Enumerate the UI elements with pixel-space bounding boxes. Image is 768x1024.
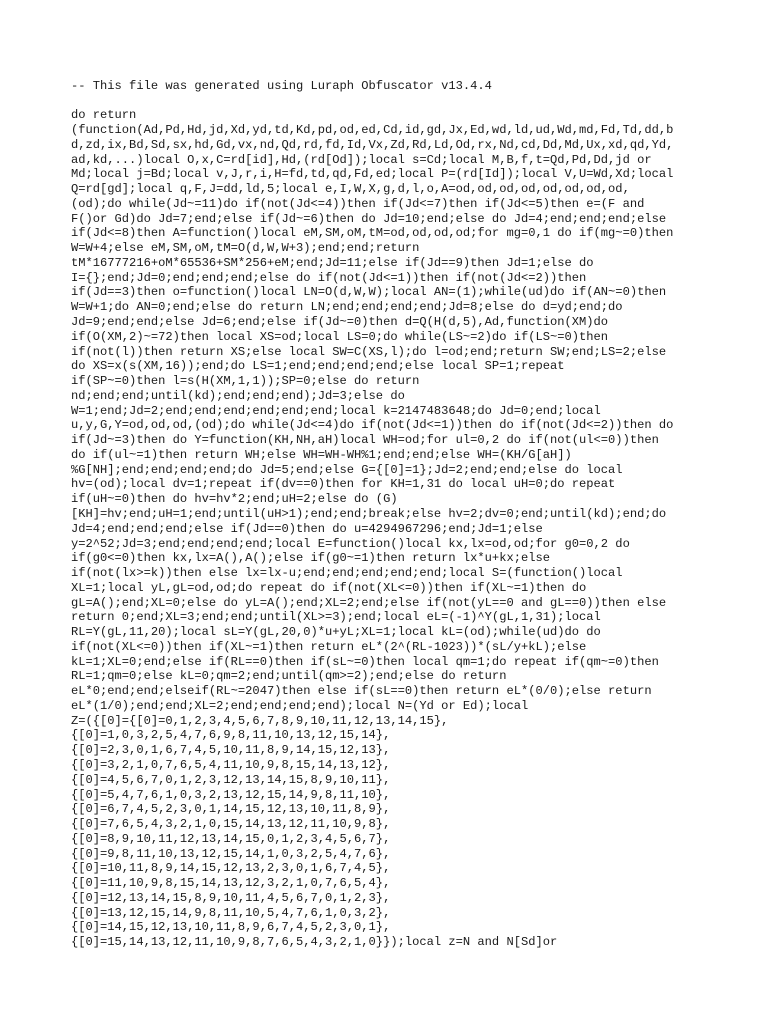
code-listing xyxy=(71,64,711,950)
code-line: Md;local j=Bd;local v,J,r,i,H=fd,td,qd,Fd,ed;local P=(rd[Id]);local V,U=Wd,Xd;local xyxy=(71,167,674,182)
code-line: if(Jd<=8)then A=function()local eM,SM,oM,tM=od,od,od,od;for mg=0,1 do if(mg~=0)then xyxy=(71,226,674,241)
code-line: do XS=x(s(XM,16));end;do LS=1;end;end;end;end;else local SP=1;repeat xyxy=(71,359,565,374)
code-line: {[0]=3,2,1,0,7,6,5,4,11,10,9,8,15,14,13,12}, xyxy=(71,757,391,772)
code-line: {[0]=10,11,8,9,14,15,12,13,2,3,0,1,6,7,4,5}, xyxy=(71,861,391,876)
code-line: XL=1;local yL,gL=od,od;do repeat do if(not(XL<=0))then if(XL~=1)then do xyxy=(71,580,587,595)
code-line: if(uH~=0)then do hv=hv*2;end;uH=2;else do (G) xyxy=(71,492,398,507)
code-line: {[0]=6,7,4,5,2,3,0,1,14,15,12,13,10,11,8,9}, xyxy=(71,802,391,817)
code-line: {[0]=13,12,15,14,9,8,11,10,5,4,7,6,1,0,3,2}, xyxy=(71,905,391,920)
code-line: return 0;end;XL=3;end;end;until(XL>=3);end;local eL=(-1)^Y(gL,1,31);local xyxy=(71,610,601,625)
code-line: (od);do while(Jd~=11)do if(not(Jd<=4))then if(Jd<=7)then if(Jd<=5)then e=(F and xyxy=(71,196,645,211)
code-line: {[0]=5,4,7,6,1,0,3,2,13,12,15,14,9,8,11,10}, xyxy=(71,787,391,802)
code-line: W=W+1;do AN=0;end;else do return LN;end;end;end;end;Jd=8;else do d=yd;end;do xyxy=(71,300,623,315)
code-line: gL=A();end;XL=0;else do yL=A();end;XL=2;end;else if(not(yL==0 and gL==0))then else xyxy=(71,595,667,610)
code-line: [KH]=hv;end;uH=1;end;until(uH>1);end;end;break;else hv=2;dv=0;end;until(kd);end;do xyxy=(71,506,667,521)
code-line: RL=1;qm=0;else kL=0;qm=2;end;until(qm>=2);end;else do return xyxy=(71,669,507,684)
file-header-comment: -- This file was generated using Luraph Obfuscator v13.4.4 xyxy=(71,78,492,93)
code-line: if(SP~=0)then l=s(H(XM,1,1));SP=0;else do return xyxy=(71,374,420,389)
code-line: Z=({[0]={[0]=0,1,2,3,4,5,6,7,8,9,10,11,12,13,14,15}, xyxy=(71,713,449,728)
code-line: if(not(lx>=k))then else lx=lx-u;end;end;end;end;end;local S=(function()local xyxy=(71,566,623,581)
code-line: u,y,G,Y=od,od,od,(od);do while(Jd<=4)do if(not(Jd<=1))then do if(not(Jd<=2))then do xyxy=(71,418,674,433)
code-line: if(Jd==3)then o=function()local LN=O(d,W,W);local AN=(1);while(ud)do if(AN~=0)then xyxy=(71,285,667,300)
code-line: {[0]=2,3,0,1,6,7,4,5,10,11,8,9,14,15,12,13}, xyxy=(71,743,391,758)
code-line: if(O(XM,2)~=72)then local XS=od;local LS=0;do while(LS~=2)do if(LS~=0)then xyxy=(71,329,609,344)
code-line: Jd=9;end;end;else Jd=6;end;else if(Jd~=0)then d=Q(H(d,5),Ad,function(XM)do xyxy=(71,315,609,330)
code-line: nd;end;end;until(kd);end;end;end);Jd=3;else do xyxy=(71,388,405,403)
code-line: eL*(1/0);end;end;XL=2;end;end;end;end);local N=(Yd or Ed);local xyxy=(71,698,529,713)
code-line: (function(Ad,Pd,Hd,jd,Xd,yd,td,Kd,pd,od,ed,Cd,id,gd,Jx,Ed,wd,ld,ud,Wd,md,Fd,Td,dd,b xyxy=(71,123,674,138)
code-line: {[0]=1,0,3,2,5,4,7,6,9,8,11,10,13,12,15,14}, xyxy=(71,728,391,743)
code-line: hv=(od);local dv=1;repeat if(dv==0)then for KH=1,31 do local uH=0;do repeat xyxy=(71,477,616,492)
code-line: RL=Y(gL,11,20);local sL=Y(gL,20,0)*u+yL;XL=1;local kL=(od);while(ud)do do xyxy=(71,625,601,640)
code-line: if(not(l))then return XS;else local SW=C(XS,l);do l=od;end;return SW;end;LS=2;else xyxy=(71,344,667,359)
code-line: W=W+4;else eM,SM,oM,tM=O(d,W,W+3);end;end;return xyxy=(71,241,420,256)
code-line: Q=rd[gd];local q,F,J=dd,ld,5;local e,I,W,X,g,d,l,o,A=od,od,od,od,od,od,od,od, xyxy=(71,182,630,197)
code-line: %G[NH];end;end;end;end;do Jd=5;end;else G={[0]=1};Jd=2;end;end;else do local xyxy=(71,462,623,477)
code-line: do return xyxy=(71,108,137,123)
code-line: ad,kd,...)local O,x,C=rd[id],Hd,(rd[Od]);local s=Cd;local M,B,f,t=Qd,Pd,Dd,jd or xyxy=(71,152,652,167)
code-line: tM*16777216+oM*65536+SM*256+eM;end;Jd=11;else if(Jd==9)then Jd=1;else do xyxy=(71,255,594,270)
code-line: F()or Gd)do Jd=7;end;else if(Jd~=6)then do Jd=10;end;else do Jd=4;end;end;end;else xyxy=(71,211,667,226)
code-line: W=1;end;Jd=2;end;end;end;end;end;end;local k=2147483648;do Jd=0;end;local xyxy=(71,403,601,418)
code-line: do if(ul~=1)then return WH;else WH=WH-WH%1;end;end;else WH=(KH/G[aH]) xyxy=(71,447,572,462)
code-line: {[0]=15,14,13,12,11,10,9,8,7,6,5,4,3,2,1,0}});local z=N and N[Sd]or xyxy=(71,935,558,950)
code-line xyxy=(71,64,711,79)
code-line: {[0]=7,6,5,4,3,2,1,0,15,14,13,12,11,10,9,8}, xyxy=(71,817,391,832)
code-line: if(Jd~=3)then do Y=function(KH,NH,aH)local WH=od;for ul=0,2 do if(not(ul<=0))then xyxy=(71,433,659,448)
code-line: {[0]=12,13,14,15,8,9,10,11,4,5,6,7,0,1,2,3}, xyxy=(71,890,391,905)
code-line xyxy=(71,94,711,109)
code-line: I={};end;Jd=0;end;end;end;else do if(not(Jd<=1))then if(not(Jd<=2))then xyxy=(71,270,587,285)
code-line: Jd=4;end;end;end;else if(Jd==0)then do u=4294967296;end;Jd=1;else xyxy=(71,521,543,536)
code-line: y=2^52;Jd=3;end;end;end;end;local E=function()local kx,lx=od,od;for g0=0,2 do xyxy=(71,536,630,551)
code-line: {[0]=14,15,12,13,10,11,8,9,6,7,4,5,2,3,0,1}, xyxy=(71,920,391,935)
code-line: {[0]=4,5,6,7,0,1,2,3,12,13,14,15,8,9,10,11}, xyxy=(71,772,391,787)
code-line: if(g0<=0)then kx,lx=A(),A();else if(g0~=1)then return lx*u+kx;else xyxy=(71,551,550,566)
code-line: eL*0;end;end;elseif(RL~=2047)then else if(sL==0)then return eL*(0/0);else return xyxy=(71,684,652,699)
code-line: if(not(XL<=0))then if(XL~=1)then return eL*(2^(RL-1023))*(sL/y+kL);else xyxy=(71,639,587,654)
code-line: {[0]=11,10,9,8,15,14,13,12,3,2,1,0,7,6,5,4}, xyxy=(71,876,391,891)
code-line: {[0]=8,9,10,11,12,13,14,15,0,1,2,3,4,5,6,7}, xyxy=(71,831,391,846)
code-line: d,zd,ix,Bd,Sd,sx,hd,Gd,vx,nd,Qd,rd,fd,Id,Vx,Zd,Rd,Ld,Od,rx,Nd,cd,Dd,Md,Ux,xd,qd,Yd, xyxy=(71,137,674,152)
code-line: kL=1;XL=0;end;else if(RL==0)then if(sL~=0)then local qm=1;do repeat if(qm~=0)then xyxy=(71,654,659,669)
code-line: {[0]=9,8,11,10,13,12,15,14,1,0,3,2,5,4,7,6}, xyxy=(71,846,391,861)
